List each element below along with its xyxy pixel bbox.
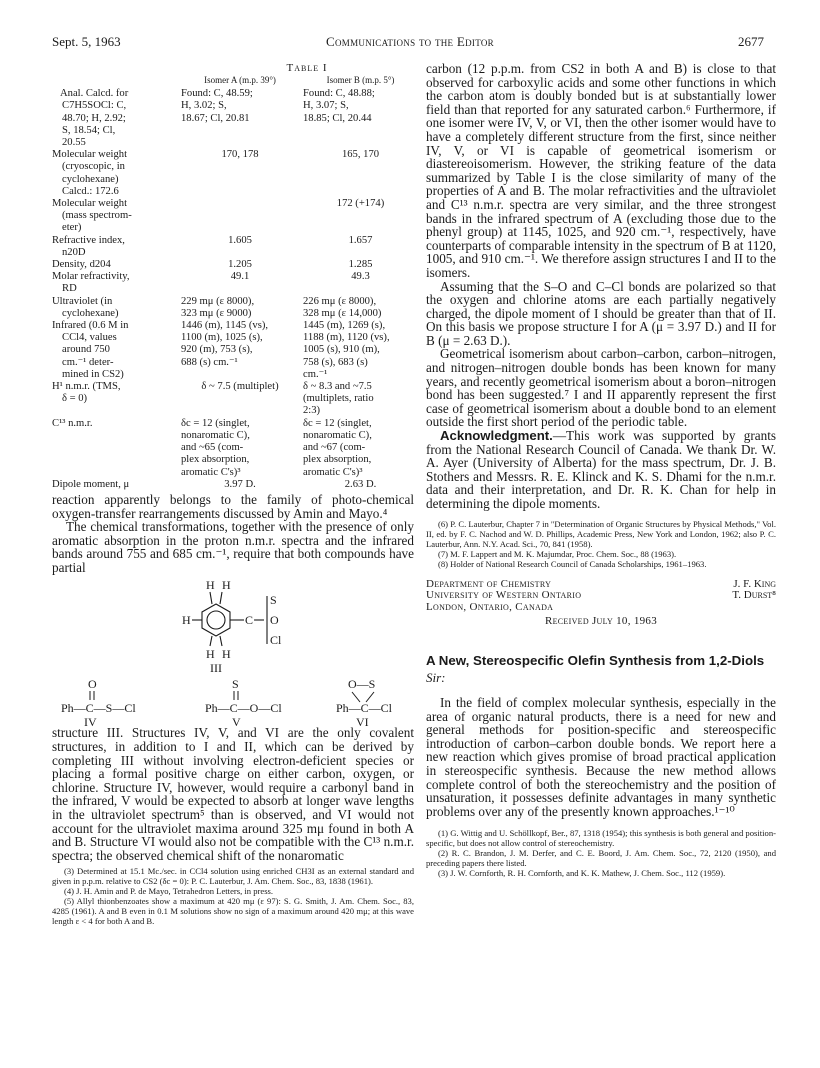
table-header-row — [52, 74, 418, 88]
table-row — [52, 88, 418, 149]
cell-line: Refractive index, — [52, 234, 125, 246]
table-cell-a — [177, 271, 299, 295]
ack-body: —This work was supported by grants from the National Research Council of Canada. We thank Dr. W. A. Ayer (University of Alberta) for the mass spectrum, Dr. J. B. Stothers and Messrs. R. E. Klinck and K. S. Dhami for the n.m.r. data and their interpretation, and Dr. R. K. Chan for help in determining the dipole moments. — [426, 428, 776, 511]
acknowledgment — [426, 429, 776, 511]
running-journal-title: Communications to the Editor — [326, 34, 494, 49]
cell-line: 323 mμ (ε 9000) — [181, 307, 252, 319]
structure-figure — [52, 574, 414, 726]
table-row — [52, 271, 418, 295]
struct-iv-formula: Ph—C—S—Cl — [61, 701, 136, 716]
cell-line: Density, d204 — [52, 259, 111, 271]
table-cell-a — [177, 149, 299, 198]
cell-line: eter) — [62, 222, 82, 234]
benzene-ring — [192, 592, 267, 646]
cell-line: cyclohexane) — [62, 173, 119, 185]
footnote: (7) M. F. Lappert and M. K. Majumdar, Proc. Chem. Soc., 88 (1963). — [438, 548, 677, 559]
table-body — [52, 88, 418, 491]
struct-iv-o: O — [88, 677, 97, 692]
table-cell-a — [177, 381, 299, 418]
struct-label-iii: III — [210, 661, 222, 676]
table-cell-b — [299, 88, 418, 149]
table-cell-label — [52, 235, 177, 259]
cell-line: 226 mμ (ε 8000), — [303, 295, 377, 307]
table-cell-label — [52, 259, 177, 271]
table-cell-a — [177, 296, 299, 320]
table-cell-b — [299, 296, 418, 320]
struct-iii-o: O — [270, 613, 279, 628]
cell-line: RD — [62, 283, 77, 295]
cell-line: H, 3.07; S, — [303, 100, 349, 112]
cell-line: Molecular weight — [52, 198, 128, 210]
table-row — [52, 320, 418, 381]
cell-line: 20.55 — [62, 137, 86, 149]
struct-v-formula: Ph—C—O—Cl — [205, 701, 282, 716]
cell-line: 229 mμ (ε 8000), — [181, 295, 255, 307]
struct-vi-formula: Ph—C—Cl — [336, 701, 393, 716]
cell-line: 688 (s) cm.⁻¹ — [181, 356, 238, 368]
table-cell-label — [52, 88, 177, 149]
page-number: 2677 — [738, 34, 764, 49]
dept-line-3: London, Ontario, Canada — [426, 600, 554, 613]
table-row — [52, 381, 418, 418]
struct-iii-h3: H — [182, 613, 191, 628]
cell-line: aromatic C's)³ — [181, 466, 241, 478]
table-cell-label — [52, 320, 177, 381]
cell-line: plex absorption, — [181, 454, 250, 466]
cell-line: 1.657 — [348, 234, 373, 246]
cell-line: Found: C, 48.59; — [181, 88, 253, 100]
footnote: (6) P. C. Lauterbur, Chapter 7 in "Determination of Organic Structures by Physical Methods," Vol. II, ed. by F. C. Nachod and W. D. Phillips, Academic Press, New York and London, 1962; also P. C. Lauterbur, Ann. N.Y. Acad. Sci., 70, 841 (1958). — [426, 518, 776, 549]
struct-iii-h1: H — [206, 578, 215, 593]
table-cell-b — [299, 235, 418, 259]
cell-line: Ultraviolet (in — [52, 295, 113, 307]
cell-line: C¹³ n.m.r. — [52, 417, 93, 429]
cell-line: n20D — [62, 246, 86, 258]
received-date: Received July 10, 1963 — [544, 615, 658, 628]
cell-line: nonaromatic C), — [181, 429, 250, 441]
footnote: (8) Holder of National Research Council of Canada Scholarships, 1961–1963. — [438, 558, 707, 569]
cell-line: C7H5SOCl: C, — [62, 100, 127, 112]
right-paragraph-1: carbon (12 p.p.m. from CS2 in both A and B) is close to that observed for carboxylic acids and some other functions in which the carbon atom is doubly bonded but is at substantially lower field than that reported for any saturated carbon.⁶ Furthermore, if one isomer were IV, V, or VI, then the other isomer would have to have a completely different structure from the first, since neither IV, V, or VI is capable of geometrical isomerism or diastereoisomerism. However, the striking feature of the data summarized by Table I is the close similarity of many of the properties of A and B. The molar refractivities and the ultraviolet and C¹³ n.m.r. spectra are very similar, and the three strongest bands in the infrared spectrum of A (excluding those due to the phenyl group) at 1145, 1025, and 920 cm.⁻¹, respectively, have counterparts of comparable intensity in the spectrum of B at 1120, 1005, and 910 cm.⁻¹. We therefore assign structures I and II to the isomers. — [426, 61, 776, 280]
salutation: Sir: — [426, 670, 446, 686]
authors — [732, 579, 776, 602]
running-date: Sept. 5, 1963 — [52, 34, 121, 49]
cell-line: 328 mμ (ε 14,000) — [303, 307, 382, 319]
table-cell-b — [299, 320, 418, 381]
cell-line: CCl4, values — [62, 332, 117, 344]
table-header-isomer-b: Isomer B (m.p. 5°) — [326, 75, 395, 85]
table-cell-label — [52, 296, 177, 320]
cell-line: 18.85; Cl, 20.44 — [303, 112, 372, 124]
struct-v-s: S — [232, 677, 239, 692]
table-cell-b — [299, 271, 418, 295]
table-cell-label — [52, 418, 177, 479]
struct-iii-h4: H — [206, 647, 215, 662]
struct-label-iv: IV — [84, 715, 97, 727]
cell-line: cm.⁻¹ deter- — [62, 356, 114, 368]
table-cell-b — [299, 381, 418, 418]
cell-line: (multiplets, ratio — [303, 393, 374, 405]
cell-line: 758 (s), 683 (s) — [303, 356, 368, 368]
table-row — [52, 235, 418, 259]
cell-line: 170, 178 — [221, 149, 259, 161]
table-cell-a — [177, 259, 299, 271]
cell-line: Anal. Calcd. for — [60, 88, 129, 100]
cell-line: Infrared (0.6 M in — [52, 320, 129, 332]
table-cell-label — [52, 381, 177, 418]
table-cell-label — [52, 198, 177, 235]
cell-line: 1445 (m), 1269 (s), — [303, 320, 386, 332]
data-table — [52, 74, 418, 491]
cell-line: and ~67 (com- — [303, 442, 366, 454]
cell-line: 172 (+174) — [336, 198, 385, 210]
cell-line: 2:3) — [303, 405, 321, 417]
left-column — [52, 62, 414, 926]
cell-line: Molecular weight — [52, 149, 128, 161]
struct-vi-os: O—S — [348, 677, 376, 692]
footnote: (3) J. W. Cornforth, R. H. Cornforth, and K. K. Mathew, J. Chem. Soc., 112 (1959). — [438, 868, 726, 879]
struct-label-v: V — [232, 715, 241, 727]
cell-line: (mass spectrom- — [62, 210, 132, 222]
table-title: Table I — [286, 62, 328, 74]
table-row — [52, 259, 418, 271]
table-cell-a — [177, 198, 299, 235]
cell-line: (cryoscopic, in — [62, 161, 125, 173]
cell-line: 3.97 D. — [224, 478, 256, 490]
cell-line: 1188 (m), 1120 (vs), — [303, 332, 390, 344]
structure-diagram — [52, 574, 414, 726]
cell-line: δ ~ 8.3 and ~7.5 — [303, 381, 372, 393]
footnote: (5) Allyl thionbenzoates show a maximum at 420 mμ (ε 97): S. G. Smith, J. Am. Chem. Soc., 83, 4285 (1961). A and B even in 0.1 M solutions show no sign of a maximum around 420 mμ; at this wave length ε < 4 for both A and B. — [52, 896, 414, 927]
cell-line: mined in CS2) — [62, 368, 124, 380]
table-cell-a — [177, 88, 299, 149]
cell-line: Molar refractivity, — [52, 271, 130, 283]
dept-line-2: University of Western Ontario — [426, 589, 582, 602]
cell-line: plex absorption, — [303, 454, 372, 466]
left-paragraph-2: The chemical transformations, together with the presence of only aromatic absorption in the proton n.m.r. spectra and the infrared bands around 755 and 685 cm.⁻¹, require that both compounds have partial — [52, 519, 414, 575]
cell-line: 1005 (s), 910 (m), — [303, 344, 380, 356]
cell-line: H, 3.02; S, — [181, 100, 227, 112]
struct-label-vi: VI — [356, 715, 369, 727]
struct-iii-h5: H — [222, 647, 231, 662]
table-row — [52, 479, 418, 491]
right-column — [426, 62, 776, 878]
cell-line: 18.67; Cl, 20.81 — [181, 112, 250, 124]
struct-iii-c: C — [245, 613, 254, 628]
table-cell-a — [177, 235, 299, 259]
dept-line-1: Department of Chemistry — [426, 577, 552, 590]
article-2-footnotes — [426, 828, 776, 878]
struct-iii-h2: H — [222, 578, 231, 593]
cell-line: 1446 (m), 1145 (vs), — [181, 320, 268, 332]
table-cell-b — [299, 198, 418, 235]
table-cell-b — [299, 149, 418, 198]
cell-line: 49.1 — [230, 271, 250, 283]
cell-line: 2.63 D. — [344, 478, 377, 490]
cell-line: δc = 12 (singlet, — [303, 417, 372, 429]
table-cell-b — [299, 259, 418, 271]
right-paragraph-3: Geometrical isomerism about carbon–carbon, carbon–nitrogen, and nitrogen–nitrogen double bonds has been known for many years, and recently geometrical isomerism about a boron–nitrogen bond has been suggested.⁷ I and II apparently represent the first case of geometrical isomerism about a double bond to an element outside the first short period of the periodic table. — [426, 346, 776, 430]
table-row — [52, 418, 418, 479]
cell-line: aromatic C's)³ — [303, 466, 363, 478]
article-2-title: A New, Stereospecific Olefin Synthesis from 1,2-Diols — [426, 653, 765, 669]
table-cell-label — [52, 271, 177, 295]
cell-line: Dipole moment, μ — [52, 478, 130, 490]
left-footnotes — [52, 866, 414, 926]
right-paragraph-2: Assuming that the S–O and C–Cl bonds are polarized so that the oxygen and chlorine atoms are each partially negatively charged, the dipole moment of I should be greater than that of II. On this basis we propose structure I for A (μ = 3.97 D.) and II for B (μ = 2.63 D.). — [426, 278, 776, 348]
table-cell-label — [52, 149, 177, 198]
footnote: (2) R. C. Brandon, J. M. Derfer, and C. E. Boord, J. Am. Chem. Soc., 72, 2120 (1950), and preceding papers there listed. — [426, 848, 776, 869]
table-cell-a — [177, 479, 299, 491]
cell-line: 49.3 — [351, 271, 370, 283]
right-footnotes — [426, 519, 776, 569]
cell-line: nonaromatic C), — [303, 429, 372, 441]
cell-line: 920 (m), 753 (s), — [181, 344, 253, 356]
table-cell-b — [299, 418, 418, 479]
struct-iii-cl: Cl — [270, 633, 282, 648]
author-1: J. F. King — [733, 577, 776, 590]
table-cell-b — [299, 479, 418, 491]
article-2-paragraph-1: In the field of complex molecular synthesis, especially in the area of organic natural products, there is a need for new and general methods for position-specific and stereospecific introduction of carbon–carbon double bonds. We report here a new reaction which gives promise of broad practical application in stereospecific synthesis. Because the new method allows complete control of both the stereochemistry and the position of unsaturation, it possesses definite advantages in many synthetic problems over any of the presently known approaches.¹⁻¹⁰ — [426, 695, 776, 819]
footnote: (4) J. H. Amin and P. de Mayo, Tetrahedron Letters, in press. — [64, 886, 274, 897]
cell-line: 1100 (m), 1025 (s), — [181, 332, 263, 344]
cell-line: H¹ n.m.r. (TMS, — [52, 381, 121, 393]
left-paragraph-1: reaction apparently belongs to the family of photo-chemical oxygen-transfer rearrangements discussed by Amin and Mayo.⁴ — [52, 491, 414, 521]
table-row — [52, 149, 418, 198]
table-header-isomer-a: Isomer A (m.p. 39°) — [204, 75, 276, 85]
footnote: (3) Determined at 15.1 Mc./sec. in CCl4 solution using enriched CH3I as an external standard and given in p.p.m. relative to CS2 (δc = 0): P. C. Lauterbur, J. Am. Chem. Soc., 83, 1838 (1961). — [52, 866, 414, 887]
table-row — [52, 198, 418, 235]
table-cell-label — [52, 479, 177, 491]
cell-line: δ = 0) — [62, 393, 88, 405]
cell-line: 48.70; H, 2.92; — [62, 112, 126, 124]
cell-line: 165, 170 — [341, 149, 380, 161]
table-row — [52, 296, 418, 320]
ack-heading: Acknowledgment. — [440, 428, 553, 444]
cell-line: and ~65 (com- — [181, 442, 244, 454]
cell-line: δ ~ 7.5 (multiplet) — [201, 381, 279, 393]
affiliation-block — [426, 579, 776, 614]
footnote: (1) G. Wittig and U. Schöllkopf, Ber., 87, 1318 (1954); this synthesis is both general and position-specific, but does not allow control of stereochemistry. — [426, 828, 776, 849]
cell-line: cm.⁻¹ — [303, 368, 328, 380]
cell-line: 1.285 — [348, 259, 373, 271]
cell-line: δc = 12 (singlet, — [181, 417, 250, 429]
cell-line: cyclohexane) — [62, 307, 119, 319]
cell-line: Found: C, 48.88; — [303, 88, 375, 100]
cell-line: 1.205 — [228, 259, 252, 271]
cell-line: S, 18.54; Cl, — [62, 124, 116, 136]
cell-line: around 750 — [62, 344, 110, 356]
table-cell-a — [177, 320, 299, 381]
left-paragraph-3: structure III. Structures IV, V, and VI are the only covalent structures, in addition to I and II, which can be derived by completing III without involving electron-deficient species or placing a formal positive charge on either carbon, oxygen, or chlorine. Structure IV, however, would require a carbonyl band in the infrared, V would be expected to absorb at longer wave lengths in the ultraviolet spectrum⁵ than is observed, and VI would not account for the ultraviolet maxima around 325 mμ found in both A and B. Structure VI would also not be compatible with the C¹³ n.m.r. spectra; the observed chemical shift of the nonaromatic — [52, 725, 414, 863]
struct-iii-s: S — [270, 593, 277, 608]
table-cell-a — [177, 418, 299, 479]
cell-line: 1.605 — [228, 234, 252, 246]
cell-line: Calcd.: 172.6 — [62, 185, 119, 197]
author-2: T. Durst⁸ — [732, 589, 776, 602]
